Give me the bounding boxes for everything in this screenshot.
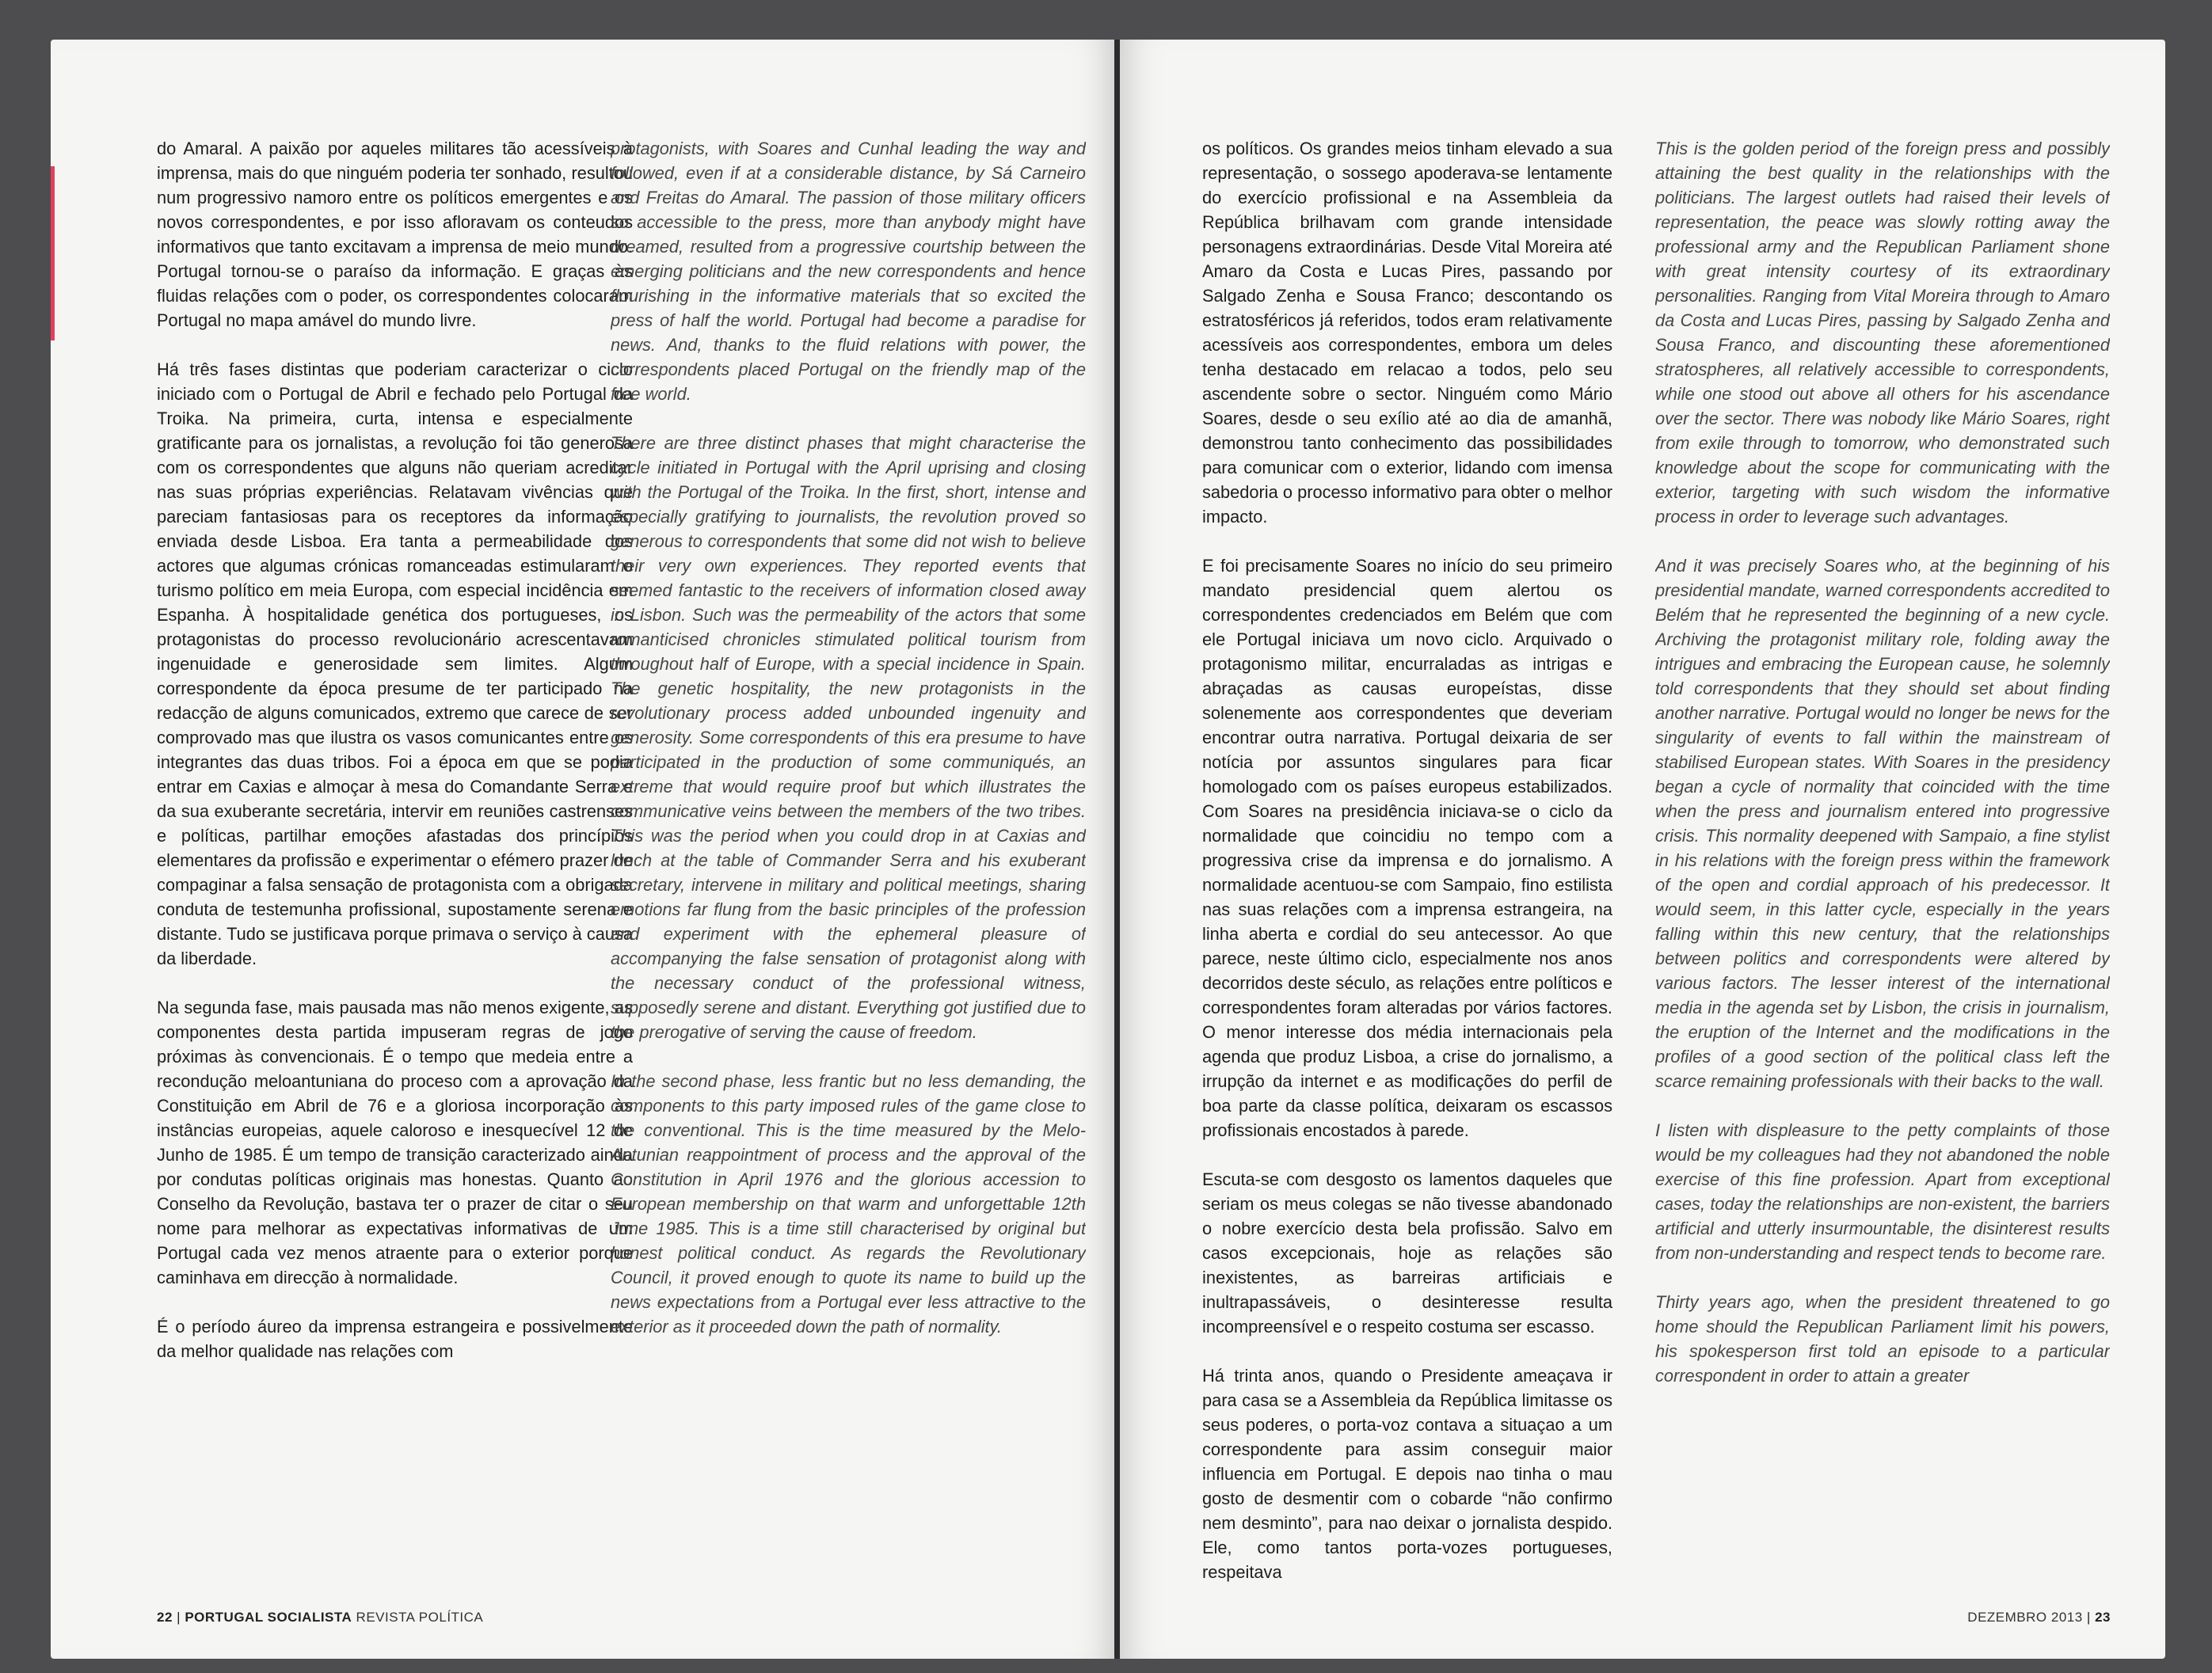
paragraph: Thirty years ago, when the president threatened to go home should the Republican Parliament limit his powers, his spokesperson first told an episode to a particular correspondent in order to attain a greater: [1655, 1292, 2110, 1386]
paragraph: os políticos. Os grandes meios tinham elevado a sua representação, o sossego apoderava-se lentamente do exercício profissional e na Assembleia da República brilhavam com grande intensidade personagens extraordinárias. Desde Vital Moreira até Amaro da Costa e Lucas Pires, passando por Salgado Zenha e Sousa Franco; descontando os estratosféricos já referidos, todos eram relativamente acessíveis aos correspondentes, embora um deles tenha destacado em relacao a todos, pelo seu ascendente sobre o sector. Ninguém como Mário Soares, desde o seu exílio até ao dia de amanhã, demonstrou tanto conhecimento das possibilidades para comunicar com o exterior, lidando com imensa sabedoria o processo informativo para obter o melhor impacto.: [1202, 139, 1612, 527]
paragraph: And it was precisely Soares who, at the beginning of his presidential mandate, warned correspondents accredited to Belém that he represented the beginning of a new cycle. Archiving the protagonist military role, folding away the intrigues and embracing the European cause, he solemnly told correspondents that they should set about finding another narrative. Portugal would no longer be news for the singularity of events to fall within the mainstream of stabilised European states. With Soares in the presidency began a cycle of normality that coincided with the time when the press and journalism entered into progressive crisis. This normality deepened with Sampaio, a fine stylist in his relations with the foreign press within the framework of the open and cordial approach of his predecessor. It would seem, in this latter cycle, especially in the years falling within this new century, that the relationships between politics and correspondents were altered by various factors. The lesser interest of the international media in the agenda set by Lisbon, the crisis in journalism, the eruption of the Internet and the modifications in the profiles of a good section of the political class left the scarce remaining professionals with their backs to the wall.: [1655, 556, 2110, 1091]
right-portuguese-column: [1202, 136, 1612, 1585]
left-portuguese-column: [157, 136, 633, 1585]
paragraph: E foi precisamente Soares no início do seu primeiro mandato presidencial quem alertou os correspondentes credenciados em Belém que com ele Portugal iniciava um novo ciclo. Arquivado o protagonismo militar, encurraladas as intrigas e abraçadas as causas europeístas, disse solenemente aos correspondentes que deveriam encontrar outra narrativa. Portugal deixaria de ser notícia por assuntos singulares para ficar homologado com os países europeus estabilizados. Com Soares na presidência iniciava-se o ciclo da normalidade que coincidiu no tempo com a progressiva crise da imprensa e do jornalismo. A normalidade acentuou-se com Sampaio, fino estilista nas suas relações com a imprensa estrangeira, na linha aberta e cordial do seu antecessor. Ao que parece, neste último ciclo, especialmente nos anos decorridos deste século, as relações entre políticos e correspondentes foram alteradas por vários factores. O menor interesse dos média internacionais pela agenda que produz Lisboa, a crise do jornalismo, a irrupção da internet e as modificações do perfil de boa parte da classe política, deixaram os escassos profissionais encostados à parede.: [1202, 556, 1612, 1140]
right-page-footer: [1967, 1610, 2111, 1625]
paragraph: I listen with displeasure to the petty complaints of those would be my colleagues had they not abandoned the noble exercise of this fine profession. Apart from exceptional cases, today the relationships are non-existent, the barriers artificial and utterly insurmountable, the disinterest results from non-understanding and respect tends to become rare.: [1655, 1120, 2110, 1263]
page-number: 23: [2095, 1610, 2111, 1625]
paragraph: protagonists, with Soares and Cunhal leading the way and followed, even if at a considerable distance, by Sá Carneiro and Freitas do Amaral. The passion of those military officers so accessible to the press, more than anybody might have dreamed, resulted from a progressive courtship between the emerging politicians and the new correspondents and hence flourishing in the informative materials that so excited the press of half the world. Portugal had become a paradise for news. And, thanks to the fluid relations with power, the correspondents placed Portugal on the friendly map of the free world.: [611, 139, 1086, 404]
paragraph: This is the golden period of the foreign press and possibly attaining the best quality in the relationships with the politicians. The largest outlets had raised their levels of representation, the peace was slowly rotting away the professional army and the Republican Parliament shone with great intensity courtesy of its extraordinary personalities. Ranging from Vital Moreira through to Amaro da Costa and Lucas Pires, passing by Salgado Zenha and Sousa Franco, and discounting these aforementioned stratospheres, all relatively accessible to correspondents, while one stood out above all others for his ascendance over the sector. There was nobody like Mário Soares, right from exile through to tomorrow, who demonstrated such knowledge about the scope for communicating with the exterior, targeting with such wisdom the informative process in order to leverage such advantages.: [1655, 139, 2110, 527]
page-number: 22: [157, 1610, 173, 1625]
footer-separator: |: [177, 1610, 181, 1625]
paragraph: Na segunda fase, mais pausada mas não menos exigente, as componentes desta partida impuseram regras de jogo próximas às convencionais. É o tempo que medeia entre a recondução meloantuniana do proceso com a aprovação da Constituição em Abril de 76 e a gloriosa incorporação às instâncias europeias, aquele caloroso e inesquecível 12 de Junho de 1985. É um tempo de transição caracterizado ainda por condutas políticas originais mas honestas. Quanto ao Conselho da Revolução, bastava ter o prazer de citar o seu nome para melhorar as expectativas informativas de um Portugal cada vez menos atraente para o exterior porque caminhava em direcção à normalidade.: [157, 998, 633, 1287]
magazine-name: PORTUGAL SOCIALISTA: [185, 1610, 352, 1625]
paragraph: do Amaral. A paixão por aqueles militares tão acessíveis à imprensa, mais do que ninguém poderia ter sonhado, resultou num progressivo namoro entre os políticos emergentes e os novos correspondentes, e por isso afloravam os conteudos informativos que tanto excitavam a imprensa de meio mundo. Portugal tornou-se o paraíso da informação. E graças às fluidas relações com o poder, os correspondentes colocaram Portugal no mapa amável do mundo livre.: [157, 139, 633, 330]
right-english-column: [1655, 136, 2110, 1585]
magazine-section: REVISTA POLÍTICA: [356, 1610, 484, 1625]
left-page-footer: [157, 1610, 483, 1625]
paragraph: Escuta-se com desgosto os lamentos daqueles que seriam os meus colegas se não tivesse abandonado o nobre exercício desta bela profissão. Salvo em casos excepcionais, hoje as relações são inexistentes, as barreiras artificiais e inultrapassáveis, o desinteresse resulta incompreensível e o respeito costuma ser escasso.: [1202, 1169, 1612, 1336]
paragraph: There are three distinct phases that might characterise the cycle initiated in Portugal with the April uprising and closing with the Portugal of the Troika. In the first, short, intense and especially gratifying to journalists, the revolution proved so generous to correspondents that some did not wish to believe their very own experiences. They reported events that seemed fantastic to the receivers of information closed away in Lisbon. Such was the permeability of the actors that some romanticised chronicles stimulated political tourism from throughout half of Europe, with a special incidence in Spain. The genetic hospitality, the new protagonists in the revolutionary process added unbounded ingenuity and generosity. Some correspondents of this era presume to have participated in the production of some communiqués, an extreme that would require proof but which illustrates the communicative veins between the members of the two tribes. This was the period when you could drop in at Caxias and lunch at the table of Commander Serra and his exuberant secretary, intervene in military and political meetings, sharing emotions far flung from the basic principles of the profession and experiment with the ephemeral pleasure of accompanying the false sensation of protagonist along with the necessary conduct of the professional witness, supposedly serene and distant. Everything got justified due to the prerogative of serving the cause of freedom.: [611, 433, 1086, 1042]
paragraph: Há três fases distintas que poderiam caracterizar o ciclo iniciado com o Portugal de Abril e fechado pelo Portugal da Troika. Na primeira, curta, intensa e especialmente gratificante para os jornalistas, a revolução foi tão generosa com os correspondentes que alguns não queriam acreditar nas suas próprias experiências. Relatavam vivências que pareciam fantasiosas para os receptores da informação enviada desde Lisboa. Era tanta a permeabilidade dos actores que algumas crónicas romanceadas estimularam o turismo político em meia Europa, com especial incidência em Espanha. À hospitalidade genética dos portugueses, os protagonistas do processo revolucionário acrescentavam ingenuidade e generosidade sem limites. Algum correspondente da época presume de ter participado na redacção de alguns comunicados, extremo que carece de ser comprovado mas que ilustra os vasos comunicantes entre os integrantes das duas tribos. Foi a época em que se podia entrar em Caxias e almoçar à mesa do Comandante Serra e da sua exuberante secretária, intervir em reuniões castrenses e políticas, partilhar emoções afastadas dos princípios elementares da profissão e experimentar o efémero prazer de compaginar a falsa sensação de protagonista com a obrigada conduta de testemunha profissional, supostamente serena e distante. Tudo se justificava porque primava o serviço à causa da liberdade.: [157, 359, 633, 968]
issue-date: DEZEMBRO 2013: [1967, 1610, 2083, 1625]
left-english-column: [611, 136, 1086, 1585]
spine-gutter: [1114, 40, 1120, 1659]
color-tab-marker: [51, 166, 55, 340]
paragraph: É o período áureo da imprensa estrangeira e possivelmente da melhor qualidade nas relações com: [157, 1317, 633, 1361]
footer-separator: |: [2086, 1610, 2091, 1625]
right-page: [1120, 40, 2165, 1659]
left-page: [51, 40, 1114, 1659]
paragraph: Há trinta anos, quando o Presidente ameaçava ir para casa se a Assembleia da República limitasse os seus poderes, o porta-voz contava a situaçao a um correspondente para assim conseguir maior influencia em Portugal. E depois nao tinha o mau gosto de desmentir com o cobarde “não confirmo nem desminto”, para nao deixar o jornalista despido. Ele, como tantos porta-vozes portugueses, respeitava: [1202, 1366, 1612, 1582]
paragraph: In the second phase, less frantic but no less demanding, the components to this party imposed rules of the game close to the conventional. This is the time measured by the Melo-Antunian reappointment of process and the approval of the Constitution in April 1976 and the glorious accession to European membership on that warm and unforgettable 12th June 1985. This is a time still characterised by original but honest political conduct. As regards the Revolutionary Council, it proved enough to quote its name to build up the news expectations from a Portugal ever less attractive to the exterior as it proceeded down the path of normality.: [611, 1071, 1086, 1336]
